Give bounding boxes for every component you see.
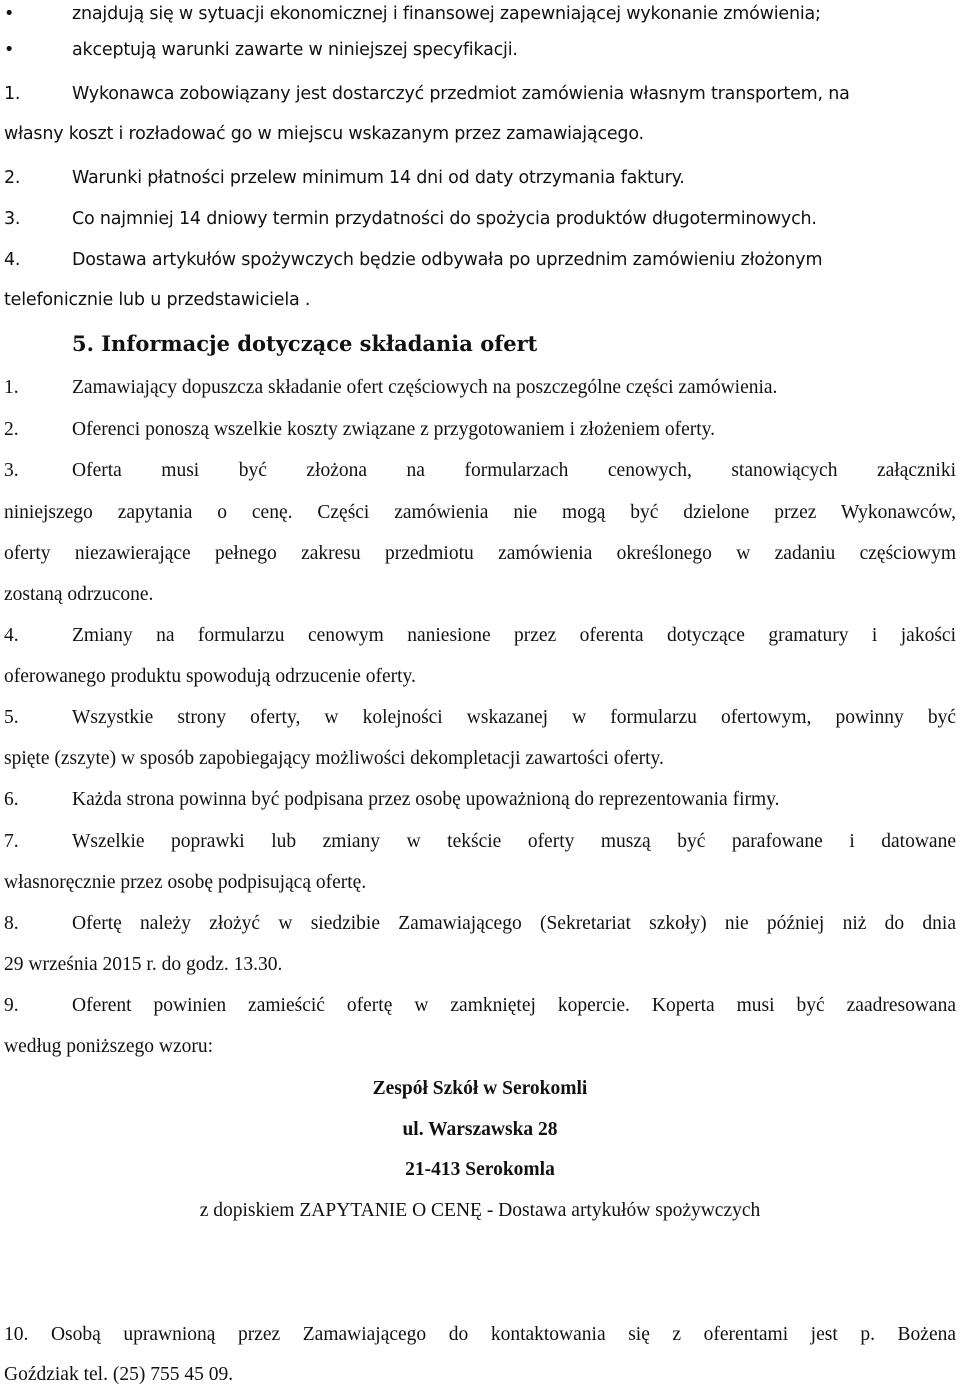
item-number: 8.	[4, 913, 19, 934]
item-continuation: oferty niezawierające pełnego zakresu przedmiotu zamówienia określonego w zadaniu częściowym	[4, 543, 956, 564]
list-item	[4, 207, 956, 231]
list-item	[4, 418, 956, 442]
list-item	[4, 82, 956, 106]
item-number: 1.	[4, 377, 19, 398]
bullet-item	[4, 2, 956, 26]
item-number: 4.	[4, 250, 21, 270]
item-text: Zmiany na formularzu cenowym naniesione przez oferenta dotyczące gramatury i jakości	[72, 625, 956, 646]
address-street: ul. Warszawska 28	[402, 1119, 558, 1140]
item-text: Co najmniej 14 dniowy termin przydatności do spożycia produktów długoterminowych.	[72, 209, 817, 229]
item-number: 2.	[4, 168, 21, 188]
item-number: 3.	[4, 460, 19, 481]
item-text: Oferenci ponoszą wszelkie koszty związane z przygotowaniem i złożeniem oferty.	[72, 419, 716, 440]
item-number: 5.	[4, 707, 19, 728]
section-heading: 5. Informacje dotyczące składania ofert	[72, 331, 538, 356]
item-continuation: telefonicznie lub u przedstawiciela .	[4, 290, 311, 310]
item-number: 1.	[4, 84, 21, 104]
item-number: 9.	[4, 995, 19, 1016]
item-text: Dostawa artykułów spożywczych będzie odbywała po uprzednim zamówieniu złożonym	[72, 250, 823, 270]
item-text: Ofertę należy złożyć w siedzibie Zamawiającego (Sekretariat szkoły) nie później niż do dnia	[72, 913, 956, 934]
list-item	[4, 376, 956, 400]
bullet-text: znajdują się w sytuacji ekonomicznej i finansowej zapewniającej wykonanie zmówienia;	[72, 4, 821, 24]
item-continuation: zostaną odrzucone.	[4, 584, 154, 605]
item-number: 3.	[4, 209, 21, 229]
list-item	[4, 788, 956, 812]
list-item	[4, 706, 956, 730]
bullet-icon: •	[4, 4, 15, 24]
contact-item-continuation: Goździak tel. (25) 755 45 09.	[4, 1364, 234, 1385]
item-text: Wszystkie strony oferty, w kolejności wskazanej w formularzu ofertowym, powinny być	[72, 707, 956, 728]
item-continuation: według poniższego wzoru:	[4, 1036, 214, 1057]
item-number: 2.	[4, 419, 19, 440]
item-text: Każda strona powinna być podpisana przez osobę upoważnioną do reprezentowania firmy.	[72, 789, 780, 810]
contact-item: 10. Osobą uprawnioną przez Zamawiającego do kontaktowania się z oferentami jest p. Bożena	[4, 1324, 956, 1345]
list-item	[4, 459, 956, 483]
list-item	[4, 624, 956, 648]
bullet-icon: •	[4, 40, 15, 60]
list-item	[4, 994, 956, 1018]
item-text: Warunki płatności przelew minimum 14 dni od daty otrzymania faktury.	[72, 168, 685, 188]
bullet-item	[4, 38, 956, 62]
item-continuation: 29 września 2015 r. do godz. 13.30.	[4, 954, 283, 975]
item-text: Zamawiający dopuszcza składanie ofert częściowych na poszczególne części zamówienia.	[72, 377, 778, 398]
item-continuation: spięte (zszyte) w sposób zapobiegający możliwości dekompletacji zawartości oferty.	[4, 748, 664, 769]
bullet-text: akceptują warunki zawarte w niniejszej specyfikacji.	[72, 40, 518, 60]
address-city: 21-413 Serokomla	[405, 1159, 555, 1180]
item-text: Wszelkie poprawki lub zmiany w tekście oferty muszą być parafowane i datowane	[72, 831, 956, 852]
item-continuation: niniejszego zapytania o cenę. Części zamówienia nie mogą być dzielone przez Wykonawców,	[4, 502, 956, 523]
address-note: z dopiskiem ZAPYTANIE O CENĘ - Dostawa artykułów spożywczych	[199, 1200, 761, 1221]
item-text: Wykonawca zobowiązany jest dostarczyć przedmiot zamówienia własnym transportem, na	[72, 84, 850, 104]
item-text: Oferta musi być złożona na formularzach cenowych, stanowiących załączniki	[72, 460, 956, 481]
address-name: Zespół Szkół w Serokomli	[372, 1078, 588, 1099]
list-item	[4, 248, 956, 272]
item-continuation: oferowanego produktu spowodują odrzucenie oferty.	[4, 666, 416, 687]
list-item	[4, 166, 956, 190]
item-continuation: własny koszt i rozładować go w miejscu wskazanym przez zamawiającego.	[4, 124, 644, 144]
item-text: Oferent powinien zamieścić ofertę w zamkniętej kopercie. Koperta musi być zaadresowana	[72, 995, 956, 1016]
item-number: 7.	[4, 831, 19, 852]
item-continuation: własnoręcznie przez osobę podpisującą ofertę.	[4, 872, 367, 893]
list-item	[4, 912, 956, 936]
item-number: 6.	[4, 789, 19, 810]
list-item	[4, 830, 956, 854]
item-number: 4.	[4, 625, 19, 646]
